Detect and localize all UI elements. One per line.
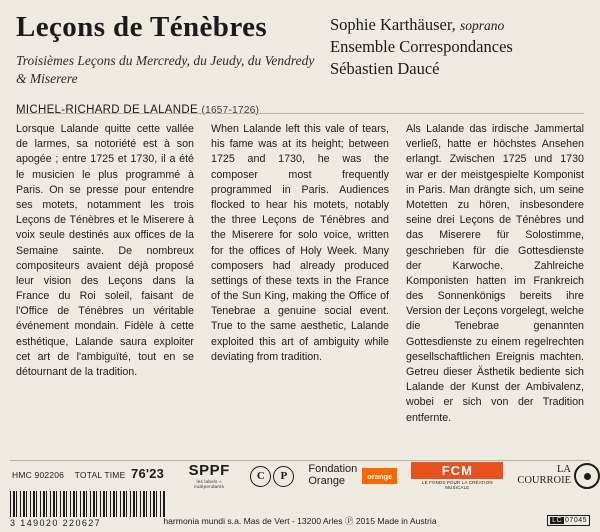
artist-credits <box>330 14 590 79</box>
la-courroie-logo <box>517 463 600 489</box>
composer-dates: (1657-1726) <box>201 105 260 117</box>
fondation-orange-text <box>308 464 357 487</box>
liner-notes <box>16 122 586 426</box>
la-courroie-line2: COURROIE <box>517 475 571 486</box>
album-subtitle-line1: Troisièmes Leçons du Mercredy, du Jeudy, du Vendredy & Miserere <box>16 52 315 87</box>
liner-notes-english-text: When Lalande left this vale of tears, his fame was at its height; between 1725 and 1730, he was the composer most frequently programmed in Paris. Audiences flocked to hear his motets, notably the three Leçons de Ténèbres and the Miserere for solo voice, written for the offices of Holy Week. Many composers had already produced settings of these texts in the France of the Sun King, making the Office of Tenebrae a genuine social event. True to the same aesthetic, Lalande exploited this art of ambiguity while deviating from tradition. <box>211 123 389 363</box>
liner-notes-german-text: Als Lalande das irdische Jammertal verließ, hatte er höchstes Ansehen erlangt. Zwischen 1725 und 1730 war er der meistgespielte Komponist in Paris. Man drängte sich, um seine Motetten zu hören, insbesondere seine drei Leçons de Ténèbres und das Miserere für Solostimme, geschrieben für die Gottesdienste der Karwoche. Zahlreiche Komponisten hatten im Frankreich des Sonnenkönigs bereits ihre Version der Leçons vorgelegt, welche die Tenebrae genannten Gottesdienste zu einem regelrechten gesellschaftlichen Ereignis machten. Getreu dieser Ästhetik bediente sich Lalande der Kunst der Ambivalenz, wobei er sich von der Tradition entfernte. <box>406 123 584 424</box>
barcode-bars <box>10 491 166 517</box>
liner-notes-french-text: Lorsque Lalande quitte cette vallée de larmes, sa notoriété est à son apogée ; entre 1725 et 1730, il a été le musicien le plus programmé à Paris. On se presse pour entendre ses motets, notamment les trois Leçons de Ténèbres et le Miserere à voix seule destinés aux offices de la Semaine sainte. De nombreux compositeurs avaient déjà proposé leur vision des Leçons dans la France du Roi soleil, faisant de l'Office de Ténèbres un véritable événement mondain. Fidèle à cette esthétique, Lalande saura exploiter cet art de l'ambiguïté, tout en se détournant de la tradition. <box>16 123 194 378</box>
lc-code <box>547 515 590 526</box>
composer-name: MICHEL-RICHARD DE LALANDE <box>16 104 198 117</box>
fondation-line1: Fondation <box>308 463 358 476</box>
album-subtitle <box>16 52 316 88</box>
lc-code-number: 07045 <box>565 517 587 524</box>
fcm-logo-text: FCM <box>411 462 503 479</box>
fondation-line2: Orange <box>308 475 346 487</box>
sppf-logo-caption: les labels « indépendants <box>194 478 225 489</box>
total-time-value: 76'23 <box>131 466 165 481</box>
copyright-phonogram-logo <box>250 466 294 487</box>
artist-name-2: Sébastien Daucé <box>330 58 440 78</box>
sppf-logo-text: SPPF <box>188 461 230 479</box>
total-time-label: TOTAL TIME <box>74 470 126 480</box>
lc-code-prefix: LC <box>552 517 563 524</box>
sppf-logo <box>182 463 236 489</box>
la-courroie-line1: LA <box>557 464 571 476</box>
artist-row-0 <box>330 14 590 36</box>
artist-row-1 <box>330 36 590 58</box>
artist-name-1: Ensemble Correspondances <box>330 36 513 56</box>
catalog-number: HMC 902206 <box>12 470 65 480</box>
liner-notes-german <box>406 122 584 426</box>
liner-notes-french <box>16 122 194 426</box>
header-divider <box>16 113 584 114</box>
wheel-icon <box>574 463 600 489</box>
liner-notes-english <box>211 122 389 426</box>
barcode-number: 3 149020 220627 <box>10 518 102 528</box>
phonogram-p-icon: P <box>273 466 294 487</box>
cover-footer <box>0 460 600 532</box>
cover-header <box>0 0 600 117</box>
copyright-c-icon: C <box>250 466 271 487</box>
orange-badge: orange <box>362 468 397 484</box>
catalog-info <box>12 466 164 481</box>
footer-divider <box>10 460 590 461</box>
composer-credit <box>16 104 584 116</box>
footer-logos <box>182 462 600 490</box>
fondation-orange-logo <box>308 464 397 487</box>
artist-name-0: Sophie Karthäuser, <box>330 15 456 34</box>
album-title: Leçons de Ténèbres <box>16 11 268 43</box>
fcm-logo <box>411 462 503 490</box>
imprint-line: harmonia mundi s.a. Mas de Vert - 13200 Arles Ⓟ 2015 Made in Austria <box>163 516 437 526</box>
artist-role-0: soprano <box>459 18 505 33</box>
la-courroie-text <box>517 465 571 486</box>
fcm-logo-caption: LE FONDS POUR LA CRÉATION MUSICALE <box>421 480 493 490</box>
artist-row-2 <box>330 58 590 80</box>
